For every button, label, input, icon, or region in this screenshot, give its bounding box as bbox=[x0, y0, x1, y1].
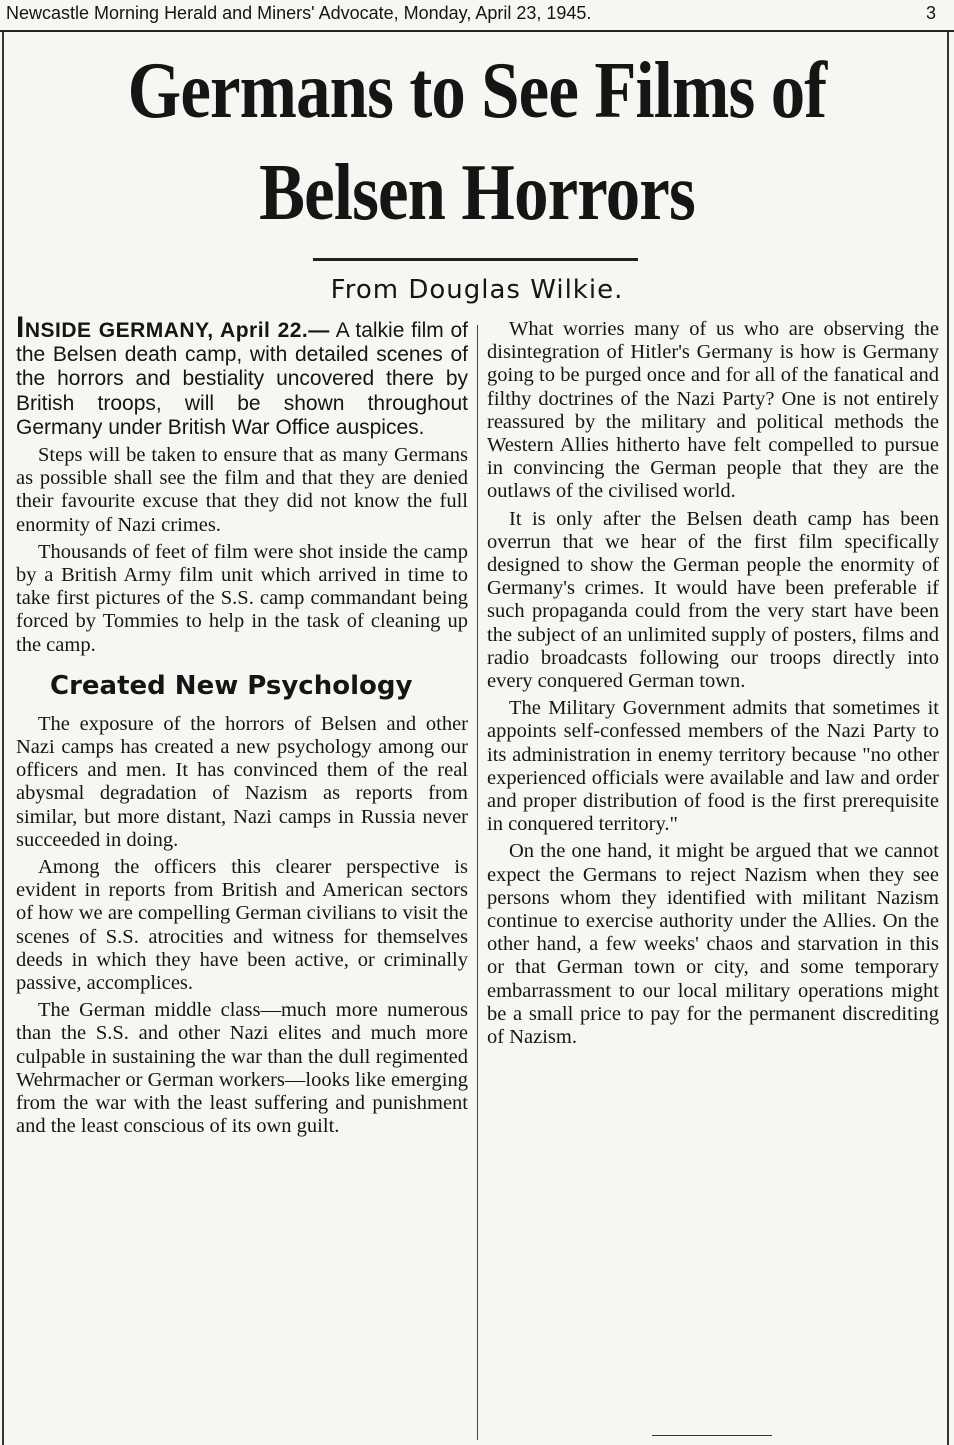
paragraph-5: Among the officers this clearer perspective is evident in reports from British and American sectors of how we are compelling German civilians to visit the scenes of S.S. atrocities and witness for themselves deeds in which they have been active, or criminally passive, accomplices. bbox=[16, 856, 468, 995]
paragraph-7: What worries many of us who are observing the disintegration of Hitler's Germany is how is Germany going to be purged once and for all of the fanatical and filthy doctrines of the Nazi Party? One is not entirely reassured by the military and political methods the Western Allies hitherto have felt compelled to pursue in convincing the German people that they are the outlaws of the civilised world. bbox=[487, 318, 939, 503]
paragraph-2: Steps will be taken to ensure that as many Germans as possible shall see the film and that they are denied their favourite excuse that they did not know the full enormity of Nazi crimes. bbox=[16, 444, 468, 536]
frame-right-rule bbox=[947, 32, 949, 1445]
paragraph-10: On the one hand, it might be argued that we cannot expect the Germans to reject Nazism when they see persons whom they identified with militant Nazism continue to exercise authority under the Allies. On the other hand, a few weeks' chaos and starvation in this or that German town or city, and some temporary embarrassment to our local military operations might be a small price to pay for the permanent discrediting of Nazism. bbox=[487, 840, 939, 1049]
paragraph-3: Thousands of feet of film were shot inside the camp by a British Army film unit which arrived in time to take first pictures of the S.S. camp commandant being forced by Tommies to help in the task of cleaning up the camp. bbox=[16, 540, 468, 656]
article-column-left bbox=[16, 311, 468, 1143]
paragraph-4: The exposure of the horrors of Belsen and other Nazi camps has created a new psychology among our officers and men. It has convinced them of the real abysmal degradation of Nazism as reports from similar, but more distant, Nazi camps in Russia never succeeded in doing. bbox=[16, 712, 468, 851]
masthead bbox=[0, 0, 954, 30]
end-rule bbox=[652, 1435, 772, 1436]
drop-initial: I bbox=[16, 311, 25, 344]
headline bbox=[75, 40, 878, 244]
dateline-text: NSIDE GERMANY, April 22.— bbox=[24, 319, 330, 342]
paragraph-8: It is only after the Belsen death camp has been overrun that we hear of the first film specifically designed to show the German people the enormity of Germany's crimes. It would have been preferable if such propaganda could from the very start have been the subject of an unlimited supply of posters, films and radio broadcasts following our troops directly into every conquered German town. bbox=[487, 507, 939, 693]
publication-line: Newcastle Morning Herald and Miners' Advocate, Monday, April 23, 1945. bbox=[6, 3, 592, 23]
column-divider bbox=[477, 325, 478, 1440]
subheading: Created New Psychology bbox=[50, 670, 413, 701]
page-number: 3 bbox=[925, 3, 936, 23]
headline-line-1: Germans to See Films of bbox=[127, 47, 827, 135]
article-column-right bbox=[487, 318, 939, 1053]
lead-paragraph bbox=[16, 311, 468, 440]
frame-left-rule bbox=[2, 32, 4, 1445]
byline: From Douglas Wilkie. bbox=[330, 275, 624, 305]
headline-line-2: Belsen Horrors bbox=[259, 149, 695, 237]
dateline bbox=[16, 311, 330, 344]
paragraph-9: The Military Government admits that sometimes it appoints self-confessed members of the Nazi Party to its administration in enemy territory because "no other experienced officials were available and law and order and proper distribution of food is the first prerequisite in conquered territory." bbox=[487, 697, 939, 836]
paragraph-6: The German middle class—much more numerous than the S.S. and other Nazi elites and much more culpable in sustaining the war than the dull regimented Wehrmacher or German workers—looks like emerging from the war with the least suffering and punishment and the least conscious of its own guilt. bbox=[16, 999, 468, 1138]
headline-rule bbox=[313, 258, 638, 261]
lead-text: A talkie film of the Belsen death camp, with detailed scenes of the horrors and bestiality uncovered there by British troops, will be shown throughout Germany under British War Office auspices. bbox=[16, 319, 468, 439]
masthead-rule bbox=[0, 30, 954, 32]
